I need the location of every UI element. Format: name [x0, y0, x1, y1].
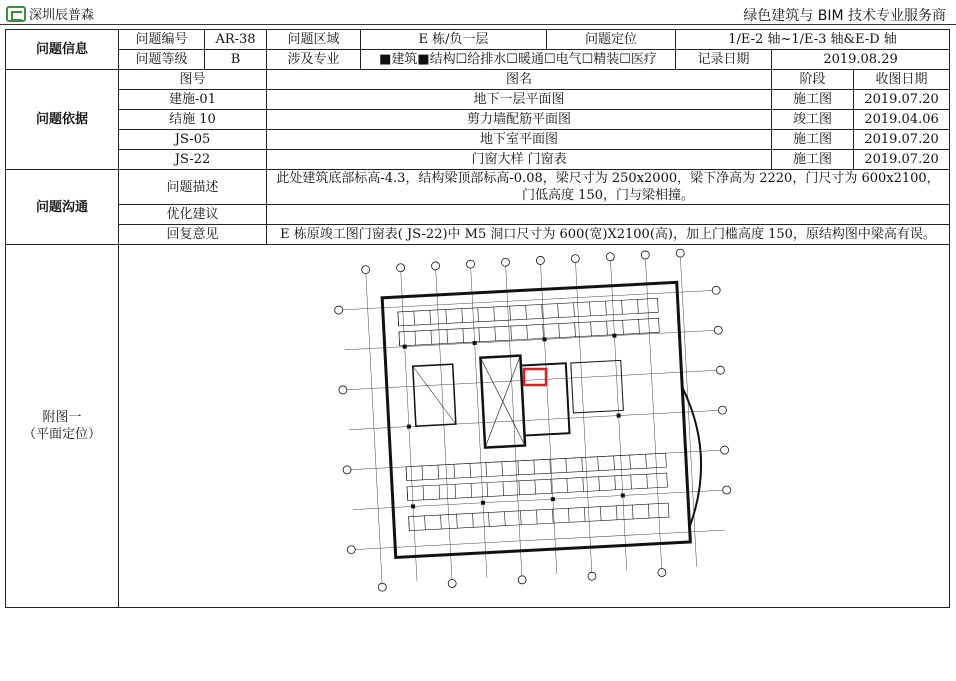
discipline-value: ■建筑■结构☐给排水☐暖通☐电气☐精装☐医疗 [361, 50, 676, 70]
drawing-no: JS-22 [119, 150, 267, 170]
basis-header-row [6, 70, 950, 90]
table-row [6, 90, 950, 110]
table-row [6, 110, 950, 130]
received-date: 2019.04.06 [854, 110, 950, 130]
issue-report-table [5, 29, 950, 608]
parking-stalls [398, 298, 669, 530]
section-basis: 问题依据 [6, 70, 119, 170]
suggest-row [6, 205, 950, 225]
company-slogan: 绿色建筑与 BIM 技术专业服务商 [743, 8, 946, 24]
level-label: 问题等级 [119, 50, 205, 70]
drawing-stage: 施工图 [772, 130, 854, 150]
drawing-name: 地下一层平面图 [267, 90, 772, 110]
table-row [6, 130, 950, 150]
date-label: 记录日期 [676, 50, 772, 70]
floor-plan-drawing [334, 245, 734, 607]
logo-icon [6, 6, 26, 22]
code-value: AR-38 [205, 30, 267, 50]
received-date: 2019.07.20 [854, 150, 950, 170]
desc-text: 此处建筑底部标高-4.3，结构梁顶部标高-0.08，梁尺寸为 250x2000，梁下净高为 2220，门尺寸为 600x2100，门低高度 150，门与梁相撞。 [267, 170, 950, 205]
position-value: 1/E-2 轴~1/E-3 轴&E-D 轴 [676, 30, 950, 50]
area-value: E 栋/负一层 [361, 30, 547, 50]
discipline-label: 涉及专业 [267, 50, 361, 70]
date-value: 2019.08.29 [772, 50, 950, 70]
drawing-name: 剪力墙配筋平面图 [267, 110, 772, 130]
drawing-name: 门窗大样 门窗表 [267, 150, 772, 170]
drawing-no: 结施 10 [119, 110, 267, 130]
code-label: 问题编号 [119, 30, 205, 50]
problem-location-marker [524, 369, 546, 385]
drawing-stage: 竣工图 [772, 110, 854, 130]
section-communication: 问题沟通 [6, 170, 119, 245]
company-name: 深圳辰普森 [29, 8, 95, 23]
desc-label: 问题描述 [119, 170, 267, 205]
desc-row [6, 170, 950, 205]
level-value: B [205, 50, 267, 70]
received-date: 2019.07.20 [854, 90, 950, 110]
company-logo [6, 4, 94, 23]
drawing-name: 地下室平面图 [267, 130, 772, 150]
figure-label-title: 附图一 [42, 410, 82, 425]
section-info: 问题信息 [6, 30, 119, 70]
received-date: 2019.07.20 [854, 130, 950, 150]
reply-row [6, 225, 950, 245]
drawing-stage: 施工图 [772, 90, 854, 110]
page-header [0, 0, 956, 26]
info-row-2 [6, 50, 950, 70]
figure-row [6, 245, 950, 608]
suggest-label: 优化建议 [119, 205, 267, 225]
drawing-stage: 施工图 [772, 150, 854, 170]
col-header-received-date: 收图日期 [854, 70, 950, 90]
col-header-stage: 阶段 [772, 70, 854, 90]
suggest-text [267, 205, 950, 225]
col-header-drawing-no: 图号 [119, 70, 267, 90]
figure-cell [119, 245, 950, 608]
drawing-no: 建施-01 [119, 90, 267, 110]
info-row-1 [6, 30, 950, 50]
figure-label-subtitle: （平面定位） [22, 427, 101, 442]
col-header-drawing-name: 图名 [267, 70, 772, 90]
position-label: 问题定位 [547, 30, 676, 50]
figure-label [6, 245, 119, 608]
area-label: 问题区域 [267, 30, 361, 50]
drawing-no: JS-05 [119, 130, 267, 150]
header-divider [0, 24, 956, 25]
reply-label: 回复意见 [119, 225, 267, 245]
reply-text: E 栋原竣工图门窗表( JS-22)中 M5 洞口尺寸为 600(宽)X2100(高)，加上门槛高度 150，原结构图中梁高有误。 [267, 225, 950, 245]
table-row [6, 150, 950, 170]
